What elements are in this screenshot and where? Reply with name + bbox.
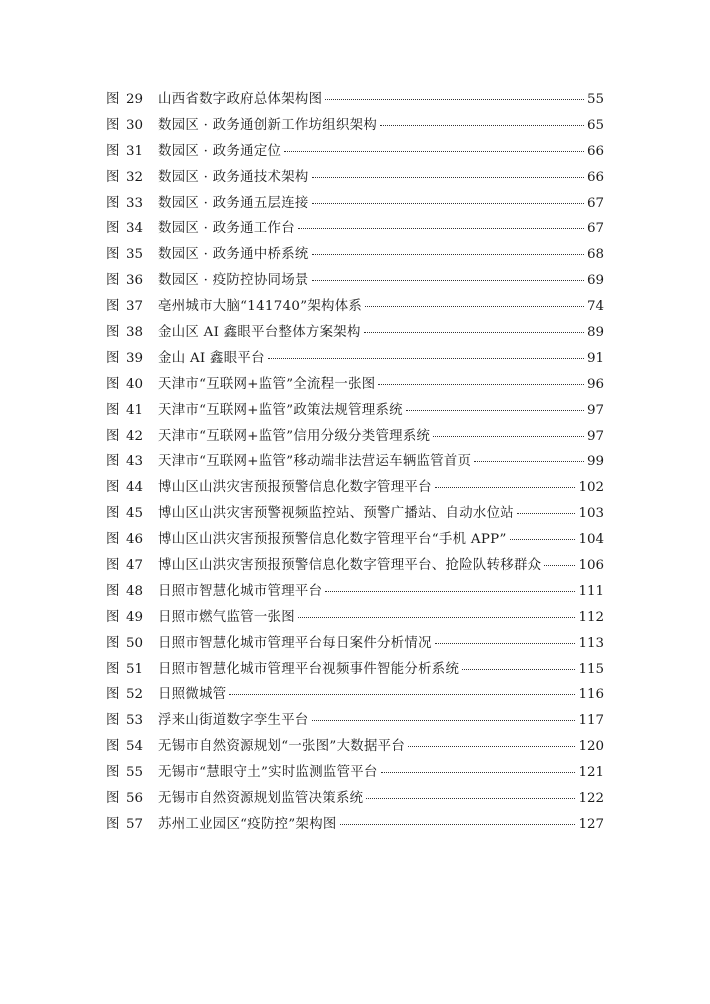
page-number: 121 xyxy=(578,765,604,781)
dot-leader xyxy=(433,436,584,437)
dot-leader xyxy=(378,384,583,385)
figure-label: 图 xyxy=(106,169,120,185)
page-number: 66 xyxy=(586,169,604,185)
table-of-figures xyxy=(106,87,604,838)
figure-label: 图 xyxy=(106,376,120,392)
figure-label: 图 xyxy=(106,609,120,625)
toc-entry[interactable] xyxy=(106,631,604,657)
dot-leader xyxy=(312,280,584,281)
figure-label: 图 xyxy=(106,299,120,315)
toc-entry[interactable] xyxy=(106,139,604,165)
dot-leader xyxy=(340,824,576,825)
toc-entry[interactable] xyxy=(106,113,604,139)
dot-leader xyxy=(268,358,584,359)
dot-leader xyxy=(366,798,575,799)
page-number: 127 xyxy=(578,816,604,832)
page-number: 116 xyxy=(578,687,604,703)
dot-leader xyxy=(364,332,584,333)
figure-title: 数园区 · 政务通中桥系统 xyxy=(158,247,309,263)
figure-title: 亳州城市大脑“141740”架构体系 xyxy=(158,299,363,315)
figure-number: 36 xyxy=(126,273,144,289)
figure-number: 37 xyxy=(126,299,144,315)
figure-title: 无锡市“慧眼守土”实时监测监管平台 xyxy=(158,765,378,781)
page-number: 102 xyxy=(578,480,604,496)
page-number: 91 xyxy=(586,350,604,366)
toc-entry[interactable] xyxy=(106,424,604,450)
figure-number: 42 xyxy=(126,428,144,444)
toc-entry[interactable] xyxy=(106,242,604,268)
figure-title: 天津市“互联网+监管”政策法规管理系统 xyxy=(158,402,403,418)
page-number: 120 xyxy=(578,739,604,755)
toc-entry[interactable] xyxy=(106,449,604,475)
page-number: 97 xyxy=(586,402,604,418)
toc-entry[interactable] xyxy=(106,398,604,424)
figure-number: 54 xyxy=(126,739,144,755)
toc-entry[interactable] xyxy=(106,812,604,838)
toc-entry[interactable] xyxy=(106,657,604,683)
figure-title: 数园区 · 政务通技术架构 xyxy=(158,169,309,185)
dot-leader xyxy=(365,306,584,307)
toc-entry[interactable] xyxy=(106,682,604,708)
dot-leader xyxy=(408,746,575,747)
figure-title: 数园区 · 政务通工作台 xyxy=(158,221,295,237)
figure-label: 图 xyxy=(106,247,120,263)
dot-leader xyxy=(298,617,576,618)
figure-number: 45 xyxy=(126,506,144,522)
figure-number: 47 xyxy=(126,558,144,574)
dot-leader xyxy=(474,461,584,462)
figure-title: 金山 AI 鑫眼平台 xyxy=(158,350,265,366)
page-number: 117 xyxy=(578,713,604,729)
figure-title: 数园区 · 疫防控协同场景 xyxy=(158,273,309,289)
figure-label: 图 xyxy=(106,454,120,470)
dot-leader xyxy=(312,720,576,721)
toc-entry[interactable] xyxy=(106,294,604,320)
page-number: 89 xyxy=(586,325,604,341)
figure-title: 日照市智慧化城市管理平台 xyxy=(158,583,323,599)
figure-number: 56 xyxy=(126,791,144,807)
toc-entry[interactable] xyxy=(106,165,604,191)
figure-title: 浮来山街道数字孪生平台 xyxy=(158,713,309,729)
toc-entry[interactable] xyxy=(106,786,604,812)
figure-number: 52 xyxy=(126,687,144,703)
dot-leader xyxy=(312,254,584,255)
page-number: 99 xyxy=(586,454,604,470)
dot-leader xyxy=(325,591,575,592)
figure-number: 46 xyxy=(126,532,144,548)
figure-number: 44 xyxy=(126,480,144,496)
page-number: 69 xyxy=(586,273,604,289)
figure-number: 32 xyxy=(126,169,144,185)
figure-title: 博山区山洪灾害预报预警信息化数字管理平台“手机 APP” xyxy=(158,532,507,548)
toc-entry[interactable] xyxy=(106,708,604,734)
figure-title: 山西省数字政府总体架构图 xyxy=(158,92,323,107)
figure-label: 图 xyxy=(106,635,120,651)
figure-number: 40 xyxy=(126,376,144,392)
toc-entry[interactable] xyxy=(106,605,604,631)
figure-title: 数园区 · 政务通创新工作坊组织架构 xyxy=(158,117,378,133)
figure-title: 天津市“互联网+监管”全流程一张图 xyxy=(158,376,376,392)
figure-number: 48 xyxy=(126,583,144,599)
figure-label: 图 xyxy=(106,402,120,418)
toc-entry[interactable] xyxy=(106,579,604,605)
figure-number: 29 xyxy=(126,92,144,107)
figure-number: 34 xyxy=(126,221,144,237)
figure-title: 日照市燃气监管一张图 xyxy=(158,609,295,625)
figure-title: 天津市“互联网+监管”信用分级分类管理系统 xyxy=(158,428,431,444)
page-number: 67 xyxy=(586,195,604,211)
toc-entry[interactable] xyxy=(106,216,604,242)
figure-number: 55 xyxy=(126,765,144,781)
figure-title: 金山区 AI 鑫眼平台整体方案架构 xyxy=(158,325,361,341)
toc-entry[interactable] xyxy=(106,527,604,553)
page-number: 111 xyxy=(578,583,604,599)
dot-leader xyxy=(544,565,575,566)
toc-entry[interactable] xyxy=(106,760,604,786)
figure-number: 31 xyxy=(126,143,144,159)
figure-title: 日照微城管 xyxy=(158,687,227,703)
figure-label: 图 xyxy=(106,558,120,574)
figure-title: 无锡市自然资源规划监管决策系统 xyxy=(158,791,364,807)
figure-number: 33 xyxy=(126,195,144,211)
page-number: 96 xyxy=(586,376,604,392)
figure-title: 苏州工业园区“疫防控”架构图 xyxy=(158,816,337,832)
toc-entry[interactable] xyxy=(106,191,604,217)
figure-number: 51 xyxy=(126,661,144,677)
toc-entry[interactable] xyxy=(106,320,604,346)
toc-entry[interactable] xyxy=(106,553,604,579)
figure-title: 无锡市自然资源规划“一张图”大数据平台 xyxy=(158,739,406,755)
dot-leader xyxy=(312,177,584,178)
dot-leader xyxy=(510,539,576,540)
dot-leader xyxy=(381,772,576,773)
figure-label: 图 xyxy=(106,350,120,366)
page-number: 55 xyxy=(586,92,604,107)
figure-number: 30 xyxy=(126,117,144,133)
dot-leader xyxy=(406,410,584,411)
figure-number: 49 xyxy=(126,609,144,625)
toc-entry[interactable] xyxy=(106,734,604,760)
toc-entry[interactable] xyxy=(106,346,604,372)
dot-leader xyxy=(462,669,575,670)
figure-label: 图 xyxy=(106,661,120,677)
figure-number: 38 xyxy=(126,325,144,341)
page-number: 67 xyxy=(586,221,604,237)
figure-number: 53 xyxy=(126,713,144,729)
dot-leader xyxy=(517,513,575,514)
dot-leader xyxy=(435,487,576,488)
page-number: 106 xyxy=(578,558,604,574)
figure-title: 博山区山洪灾害预警视频监控站、预警广播站、自动水位站 xyxy=(158,506,514,522)
page-number: 65 xyxy=(586,117,604,133)
figure-label: 图 xyxy=(106,791,120,807)
figure-label: 图 xyxy=(106,532,120,548)
figure-label: 图 xyxy=(106,143,120,159)
figure-label: 图 xyxy=(106,428,120,444)
page-number: 113 xyxy=(578,635,604,651)
figure-title: 数园区 · 政务通五层连接 xyxy=(158,195,309,211)
page-number: 122 xyxy=(578,791,604,807)
figure-title: 数园区 · 政务通定位 xyxy=(158,143,282,159)
figure-label: 图 xyxy=(106,480,120,496)
figure-number: 35 xyxy=(126,247,144,263)
page-number: 66 xyxy=(586,143,604,159)
page-number: 112 xyxy=(578,609,604,625)
figure-label: 图 xyxy=(106,765,120,781)
figure-label: 图 xyxy=(106,221,120,237)
figure-number: 50 xyxy=(126,635,144,651)
dot-leader xyxy=(229,694,575,695)
figure-number: 57 xyxy=(126,816,144,832)
dot-leader xyxy=(325,99,584,100)
dot-leader xyxy=(284,151,584,152)
figure-label: 图 xyxy=(106,687,120,703)
figure-title: 博山区山洪灾害预报预警信息化数字管理平台、抢险队转移群众 xyxy=(158,558,542,574)
figure-title: 日照市智慧化城市管理平台视频事件智能分析系统 xyxy=(158,661,460,677)
page-number: 68 xyxy=(586,247,604,263)
figure-number: 39 xyxy=(126,350,144,366)
figure-label: 图 xyxy=(106,713,120,729)
figure-number: 41 xyxy=(126,402,144,418)
dot-leader xyxy=(312,203,584,204)
page-number: 74 xyxy=(586,299,604,315)
page-number: 104 xyxy=(578,532,604,548)
toc-entry[interactable] xyxy=(106,475,604,501)
figure-label: 图 xyxy=(106,506,120,522)
page-number: 97 xyxy=(586,428,604,444)
page-number: 103 xyxy=(578,506,604,522)
figure-label: 图 xyxy=(106,195,120,211)
dot-leader xyxy=(435,643,576,644)
toc-entry[interactable] xyxy=(106,87,604,113)
toc-entry[interactable] xyxy=(106,501,604,527)
figure-label: 图 xyxy=(106,325,120,341)
toc-entry[interactable] xyxy=(106,372,604,398)
figure-label: 图 xyxy=(106,816,120,832)
figure-label: 图 xyxy=(106,739,120,755)
figure-number: 43 xyxy=(126,454,144,470)
figure-label: 图 xyxy=(106,583,120,599)
dot-leader xyxy=(298,228,584,229)
figure-title: 博山区山洪灾害预报预警信息化数字管理平台 xyxy=(158,480,432,496)
figure-title: 日照市智慧化城市管理平台每日案件分析情况 xyxy=(158,635,432,651)
figure-title: 天津市“互联网+监管”移动端非法营运车辆监管首页 xyxy=(158,454,472,470)
figure-label: 图 xyxy=(106,92,120,107)
dot-leader xyxy=(380,125,584,126)
toc-entry[interactable] xyxy=(106,268,604,294)
figure-label: 图 xyxy=(106,117,120,133)
figure-label: 图 xyxy=(106,273,120,289)
page-number: 115 xyxy=(578,661,604,677)
